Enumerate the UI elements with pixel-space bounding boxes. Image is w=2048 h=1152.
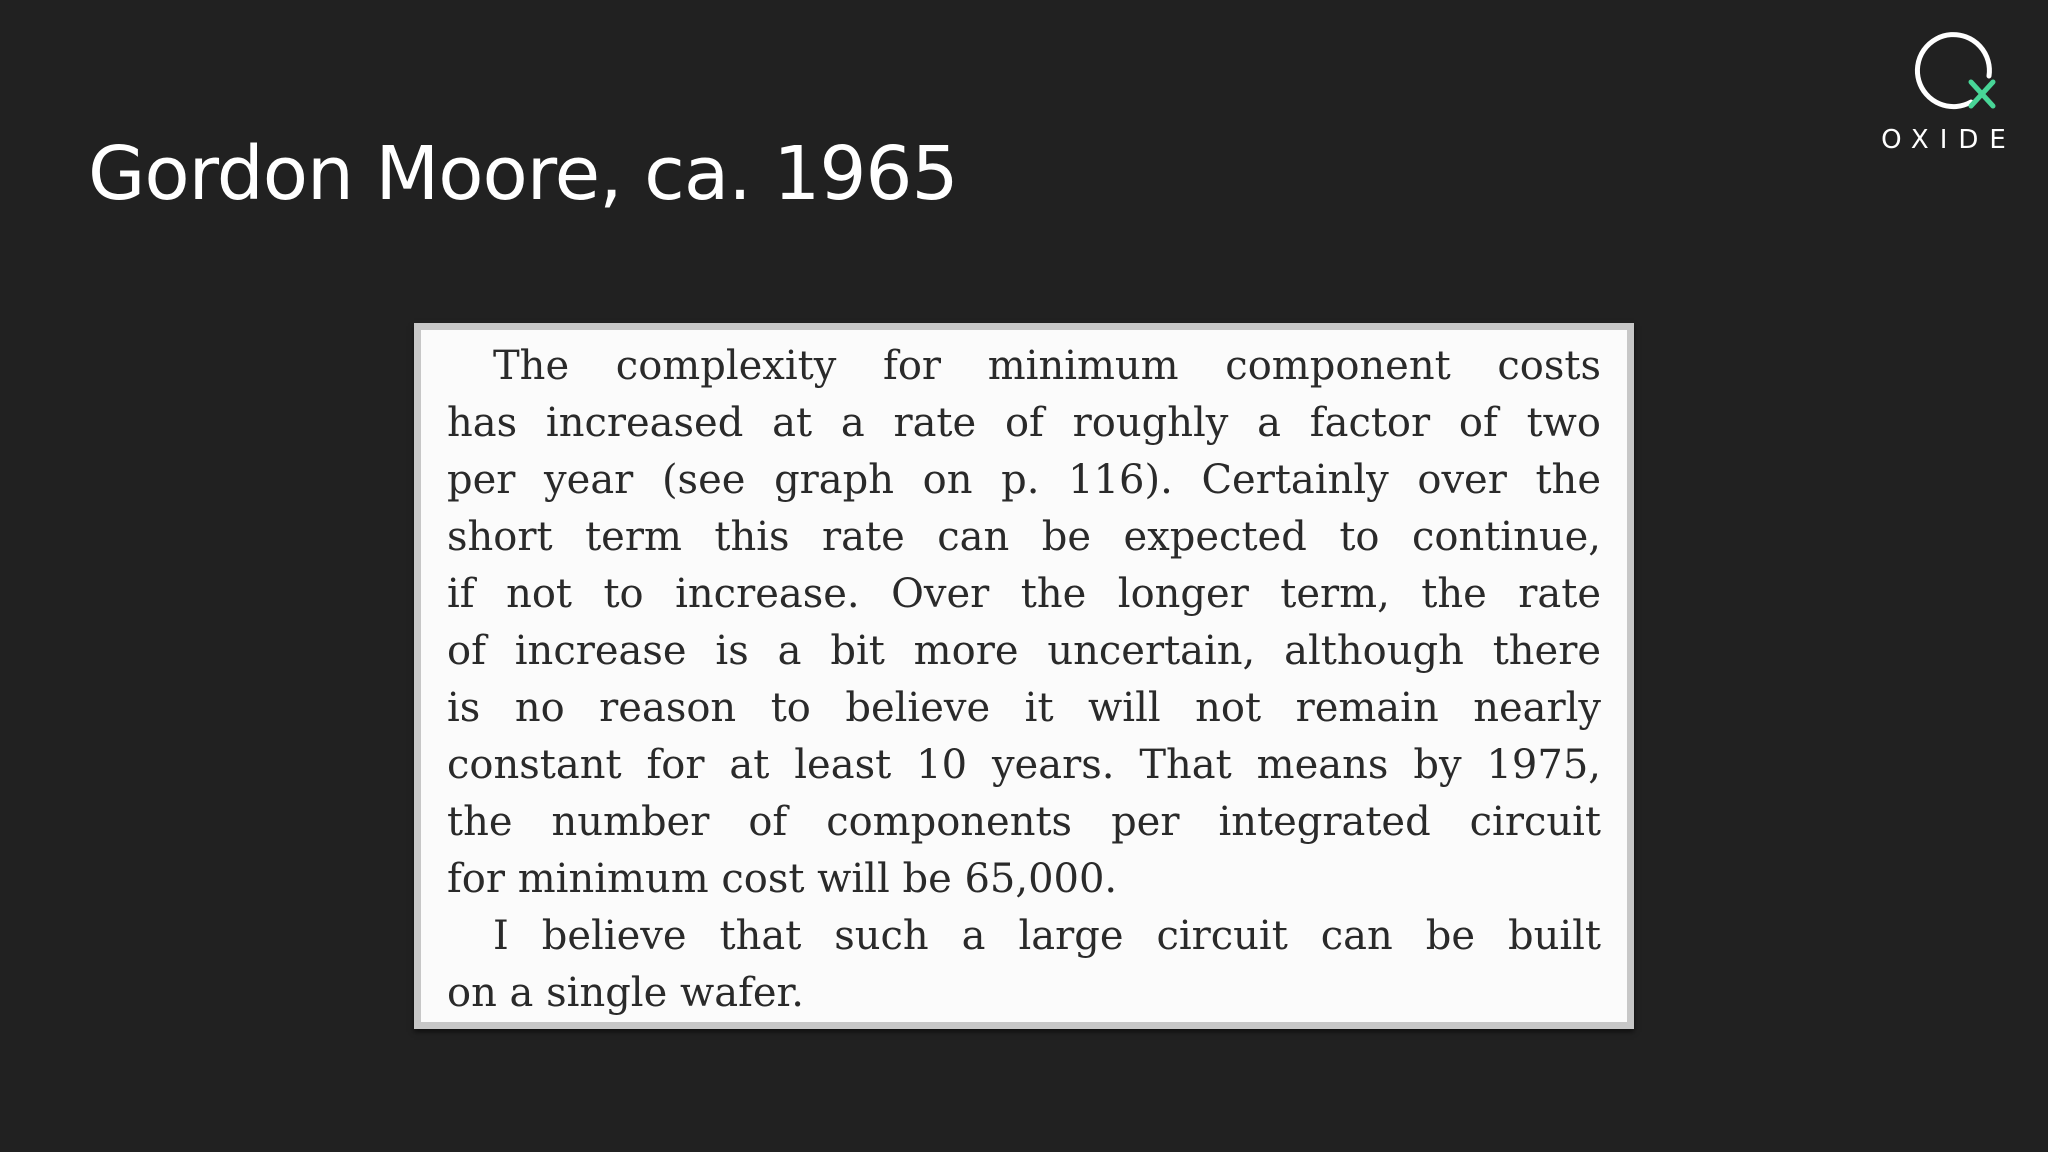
excerpt-line: The complexity for minimum component costs xyxy=(493,343,1601,389)
excerpt-line: of increase is a bit more uncertain, although there xyxy=(447,628,1601,674)
excerpt-line: I believe that such a large circuit can be built xyxy=(493,913,1601,959)
excerpt-page xyxy=(421,330,1627,1022)
excerpt-line: per year (see graph on p. 116). Certainly over the xyxy=(447,457,1601,503)
slide-title: Gordon Moore, ca. 1965 xyxy=(88,131,958,217)
oxide-logo xyxy=(1870,28,2020,168)
excerpt-line: for minimum cost will be 65,000. xyxy=(447,856,1118,902)
excerpt-line: constant for at least 10 years. That means by 1975, xyxy=(447,742,1601,788)
excerpt-line: the number of components per integrated circuit xyxy=(447,799,1601,845)
excerpt-line: on a single wafer. xyxy=(447,970,804,1016)
excerpt-line: if not to increase. Over the longer term, the rate xyxy=(447,571,1601,617)
oxide-logo-icon xyxy=(1910,28,2000,118)
excerpt-line: has increased at a rate of roughly a factor of two xyxy=(447,400,1601,446)
oxide-wordmark: OXIDE xyxy=(1881,125,2017,155)
excerpt-line: short term this rate can be expected to continue, xyxy=(447,514,1601,560)
excerpt-line: is no reason to believe it will not remain nearly xyxy=(447,685,1601,731)
paper-excerpt xyxy=(414,323,1634,1029)
